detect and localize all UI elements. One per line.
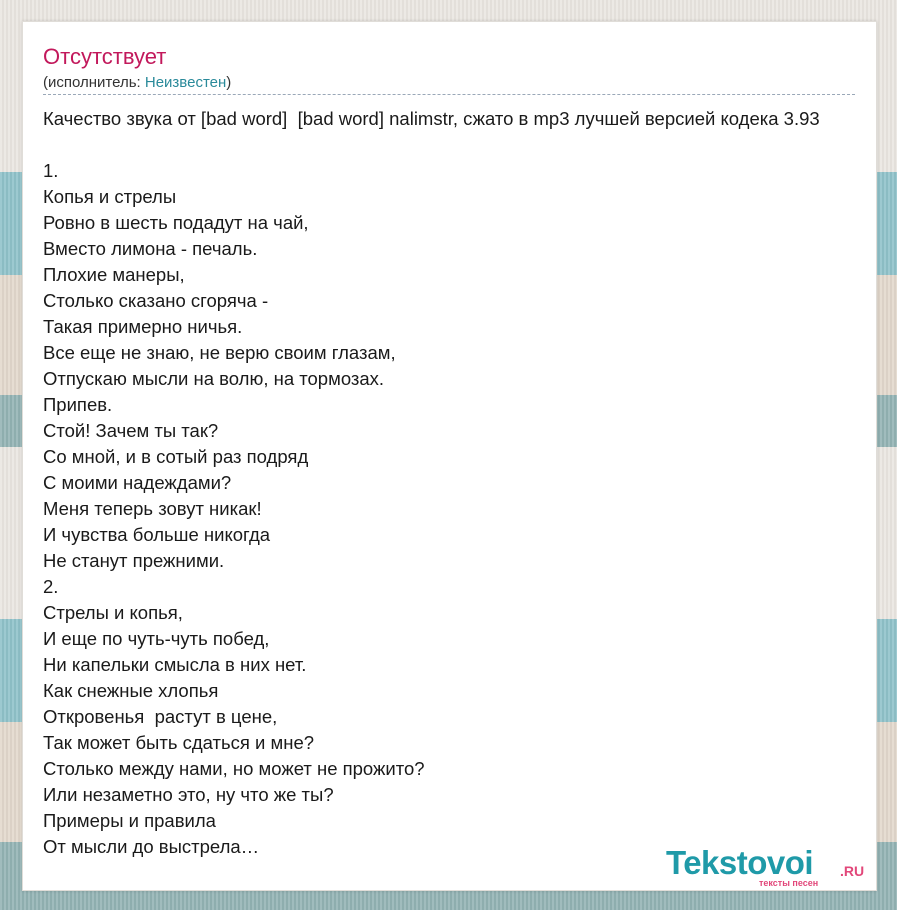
- lyric-line: С моими надеждами?: [43, 472, 232, 493]
- lyric-line: Припев.: [43, 394, 113, 415]
- lyrics-card: [22, 21, 877, 891]
- lyric-line: Качество звука от [bad word] [bad word] nalimstr, сжато в mp3 лучшей версией кодека 3.93: [43, 108, 820, 129]
- lyric-line: Ровно в шесть подадут на чай,: [43, 212, 309, 233]
- lyric-line: Откровенья растут в цене,: [43, 706, 278, 727]
- lyric-line: Ни капельки смысла в них нет.: [43, 654, 307, 675]
- lyric-line: Или незаметно это, ну что же ты?: [43, 784, 334, 805]
- lyric-line: Как снежные хлопья: [43, 680, 219, 701]
- lyric-line: И еще по чуть-чуть побед,: [43, 628, 270, 649]
- lyric-line: Вместо лимона - печаль.: [43, 238, 258, 259]
- lyric-line: Со мной, и в сотый раз подряд: [43, 446, 309, 467]
- lyric-line: Все еще не знаю, не верю своим глазам,: [43, 342, 396, 363]
- lyric-line: [43, 132, 877, 158]
- lyric-line: Плохие манеры,: [43, 264, 185, 285]
- lyric-line: Стрелы и копья,: [43, 602, 183, 623]
- lyric-line: Такая примерно ничья.: [43, 316, 243, 337]
- lyric-line: От мысли до выстрела…: [43, 836, 260, 857]
- logo-wordmark: Tekstovoi: [666, 844, 814, 881]
- artist-suffix: ): [226, 74, 232, 91]
- lyric-line: Так может быть сдаться и мне?: [43, 732, 315, 753]
- lyric-line: Копья и стрелы: [43, 186, 177, 207]
- logo-tagline: тексты песен: [759, 878, 819, 888]
- lyric-line: 2.: [43, 576, 59, 597]
- song-title: Отсутствует: [43, 44, 167, 69]
- lyric-line: Столько сказано сгоряча -: [43, 290, 269, 311]
- site-logo[interactable]: [666, 844, 876, 890]
- lyric-line: Стой! Зачем ты так?: [43, 420, 219, 441]
- lyric-line: Отпускаю мысли на волю, на тормозах.: [43, 368, 385, 389]
- logo-domain: .RU: [840, 863, 865, 879]
- lyric-line: 1.: [43, 160, 59, 181]
- lyric-line: Не станут прежними.: [43, 550, 225, 571]
- artist-prefix: (исполнитель:: [43, 74, 145, 91]
- lyric-line: Примеры и правила: [43, 810, 216, 831]
- lyric-line: И чувства больше никогда: [43, 524, 271, 545]
- lyrics-text: [43, 106, 877, 860]
- artist-link[interactable]: Неизвестен: [144, 74, 227, 91]
- lyric-line: Столько между нами, но может не прожито?: [43, 758, 425, 779]
- lyric-line: Меня теперь зовут никак!: [43, 498, 262, 519]
- artist-line: [43, 74, 231, 91]
- title-divider: [43, 94, 855, 95]
